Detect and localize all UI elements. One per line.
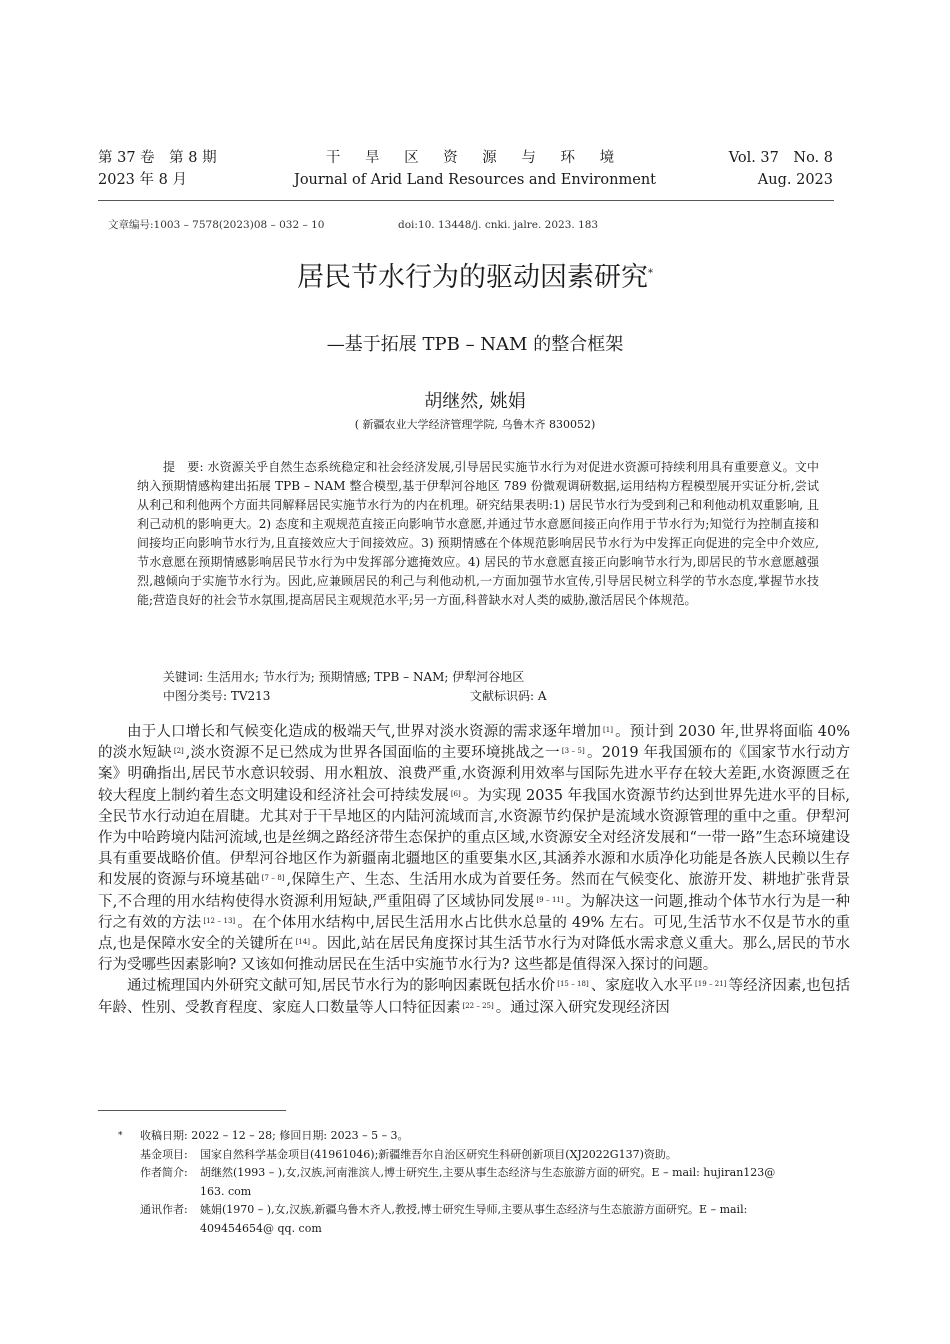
text-run: 通过梳理国内外研究文献可知,居民节水行为的影响因素既包括水价 bbox=[127, 978, 556, 995]
citation[interactable]: [6] bbox=[450, 789, 461, 798]
text-run: 等经济因素,也包括年龄、性别、受教育程度、家庭人口数量等人口特征因素 bbox=[98, 978, 850, 1016]
text-run: 由于人口增长和气候变化造成的极端天气,世界对淡水资源的需求逐年增加 bbox=[127, 724, 602, 740]
authors: 胡继然, 姚娟 bbox=[424, 391, 526, 412]
paragraph-2 bbox=[98, 976, 850, 1018]
header-rule bbox=[98, 200, 834, 201]
author-bio-cont: 163. com bbox=[200, 1184, 252, 1198]
citation[interactable]: [22 – 25] bbox=[462, 1001, 494, 1010]
date-en: Aug. 2023 bbox=[757, 172, 833, 188]
volume-en: Vol. 37 No. 8 bbox=[728, 150, 833, 166]
journal-name-en: Journal of Arid Land Resources and Environment bbox=[294, 172, 656, 188]
citation[interactable]: [1] bbox=[603, 726, 613, 734]
footnote-author bbox=[118, 1164, 858, 1183]
received-date: 收稿日期: 2022 – 12 – 28; 修回日期: 2023 – 5 – 3。 bbox=[140, 1129, 409, 1142]
text-run: 。通过深入研究发现经济因 bbox=[495, 999, 670, 1016]
text-run: 、家庭收入水平 bbox=[590, 978, 694, 995]
text-run: 。在个体用水结构中,居民生活用水占比供水总量的 49% 左右。可见,生活节水不仅是节水的重点,也是保障水安全的关键所在 bbox=[98, 914, 850, 953]
text-run: 。为解决这一问题,推动个体节水行为是一种行之有效的方法 bbox=[98, 893, 850, 931]
corresponding-bio: 姚娟(1970 – ),女,汉族,新疆乌鲁木齐人,教授,博士研究生导师,主要从事生态经济与生态旅游方面研究。E – mail: bbox=[200, 1203, 748, 1216]
date-cn: 2023 年 8 月 bbox=[98, 172, 187, 188]
affiliation: ( 新疆农业大学经济管理学院, 乌鲁木齐 830052) bbox=[354, 418, 596, 431]
footnote-fund bbox=[118, 1146, 858, 1165]
page-title bbox=[0, 258, 950, 298]
footnote-received bbox=[118, 1127, 858, 1146]
author-bio: 胡继然(1993 – ),女,汉族,河南淮滨人,博士研究生,主要从事生态经济与生态旅游方面的研究。E – mail: hujiran123@ bbox=[200, 1166, 776, 1179]
abstract-text: 水资源关乎自然生态系统稳定和社会经济发展,引导居民实施节水行为对促进水资源可持续利用具有重要意义。文中纳入预期情感构建出拓展 TPB – NAM 整合模型,基于伊犁河谷地区 789 份微观调研数据,运用结构方程模型展开实证分析,尝试从利己和利他两个方面共同解释居民实施节水行为的内在机理。研究结果表明:1) 居民节水行为受到利己和利他动机双重影响, 且利己动机的影响更大。2) 态度和主观规范直接正向影响节水意愿,并通过节水意愿间接正向作用于节水行为;知觉行为控制直接和间接均正向影响节水行为,且直接效应大于间接效应。3) 预期情感在个体规范影响居民节水行为中发挥正向促进的完全中介效应,节水意愿在预期情感影响居民节水行为中发挥部分遮掩效应。4) 居民的节水意愿直接正向影响节水行为,即居民的节水意愿越强烈,越倾向于实施节水行为。因此,应兼顾居民的利己与利他动机,一方面加强节水宣传,引导居民树立科学的节水态度,掌握节水技能;营造良好的社会节水氛围,提高居民主观规范水平;另一方面,科普缺水对人类的威胁,激活居民个体规范。 bbox=[137, 460, 819, 607]
footnote-mark: * bbox=[118, 1131, 123, 1141]
text-run: 。2019 年我国颁布的《国家节水行动方案》明确指出,居民节水意识较弱、用水粗放、浪费严重,水资源利用效率与国际先进水平存在较大差距,水资源匮乏在较大程度上制约着生态文明建设和经济社会可持续发展 bbox=[98, 745, 850, 804]
corresponding-label: 通讯作者: bbox=[140, 1203, 188, 1216]
text-run: ,淡水资源不足已然成为世界各国面临的主要环境挑战之一 bbox=[185, 745, 560, 762]
journal-name-cn: 干 旱 区 资 源 与 环 境 bbox=[325, 150, 625, 166]
citation[interactable]: [15 – 18] bbox=[557, 980, 589, 989]
fund-text: 国家自然科学基金项目(41961046);新疆维吾尔自治区研究生科研创新项目(XJ2022G137)资助。 bbox=[200, 1147, 677, 1161]
keywords: 关键词: 生活用水; 节水行为; 预期情感; TPB – NAM; 伊犁河谷地区 bbox=[163, 670, 525, 684]
text-run: 。预计到 2030 年,世界将面临 40% 的淡水短缺 bbox=[98, 724, 850, 762]
footnotes bbox=[118, 1127, 858, 1238]
subtitle: —基于拓展 TPB – NAM 的整合框架 bbox=[326, 334, 624, 355]
paragraph-1 bbox=[98, 722, 850, 976]
corresponding-bio-cont: 409454654@ qq. com bbox=[200, 1221, 322, 1235]
abstract-label: 提 要: bbox=[163, 460, 204, 474]
text-run: 。为实现 2035 年我国水资源节约达到世界先进水平的目标,全民节水行动迫在眉睫。尤其对于干旱地区的内陆河流域而言,水资源节约保护是流域水资源管理的重中之重。伊犁河作为中哈跨境内陆河流域,也是丝绸之路经济带生态保护的重点区域,水资源安全对经济发展和“一带一路”生态环境建设具有重要战略价值。伊犁河谷地区作为新疆南北疆地区的重要集水区,其涵养水源和水质净化功能是各族人民赖以生存和发展的资源与环境基础 bbox=[98, 787, 850, 889]
abstract bbox=[137, 458, 819, 610]
doi: doi:10. 13448/j. cnki. jalre. 2023. 183 bbox=[398, 219, 599, 231]
document-code: 文献标识码: A bbox=[470, 689, 547, 703]
citation[interactable]: [12 – 13] bbox=[203, 916, 236, 925]
title-text: 居民节水行为的驱动因素研究 bbox=[297, 262, 648, 293]
citation[interactable]: [2] bbox=[173, 747, 184, 756]
text-run: 。因此,站在居民角度探讨其生活节水行为对降低水需求意义重大。那么,居民的节水行为受哪些因素影响? 又该如何推动居民在生活中实施节水行为? 这些都是值得深入探讨的问题。 bbox=[98, 936, 851, 974]
title-footnote-mark: * bbox=[648, 268, 653, 279]
footnote-corresponding bbox=[118, 1201, 858, 1220]
citation[interactable]: [3 – 5] bbox=[561, 747, 585, 756]
volume-cn: 第 37 卷 第 8 期 bbox=[98, 150, 217, 166]
citation[interactable]: [7 – 8] bbox=[261, 874, 285, 883]
header-volume-en-block bbox=[729, 147, 833, 191]
citation[interactable]: [9 – 11] bbox=[536, 895, 564, 904]
citation[interactable]: [14] bbox=[295, 938, 310, 947]
author-label: 作者简介: bbox=[140, 1166, 188, 1179]
citation[interactable]: [19 – 21] bbox=[695, 980, 727, 989]
clc-number: 中图分类号: TV213 bbox=[163, 689, 271, 703]
footnote-rule bbox=[98, 1110, 286, 1111]
text-run: ,保障生产、生态、生活用水成为首要任务。然而在气候变化、旅游开发、耕地扩张背景下,不合理的用水结构使得水资源利用短缺,严重阻碍了区域协同发展 bbox=[98, 872, 850, 910]
article-number: 文章编号:1003 – 7578(2023)08 – 032 – 10 bbox=[108, 219, 325, 231]
body-text bbox=[98, 722, 850, 1019]
fund-label: 基金项目: bbox=[140, 1147, 188, 1161]
